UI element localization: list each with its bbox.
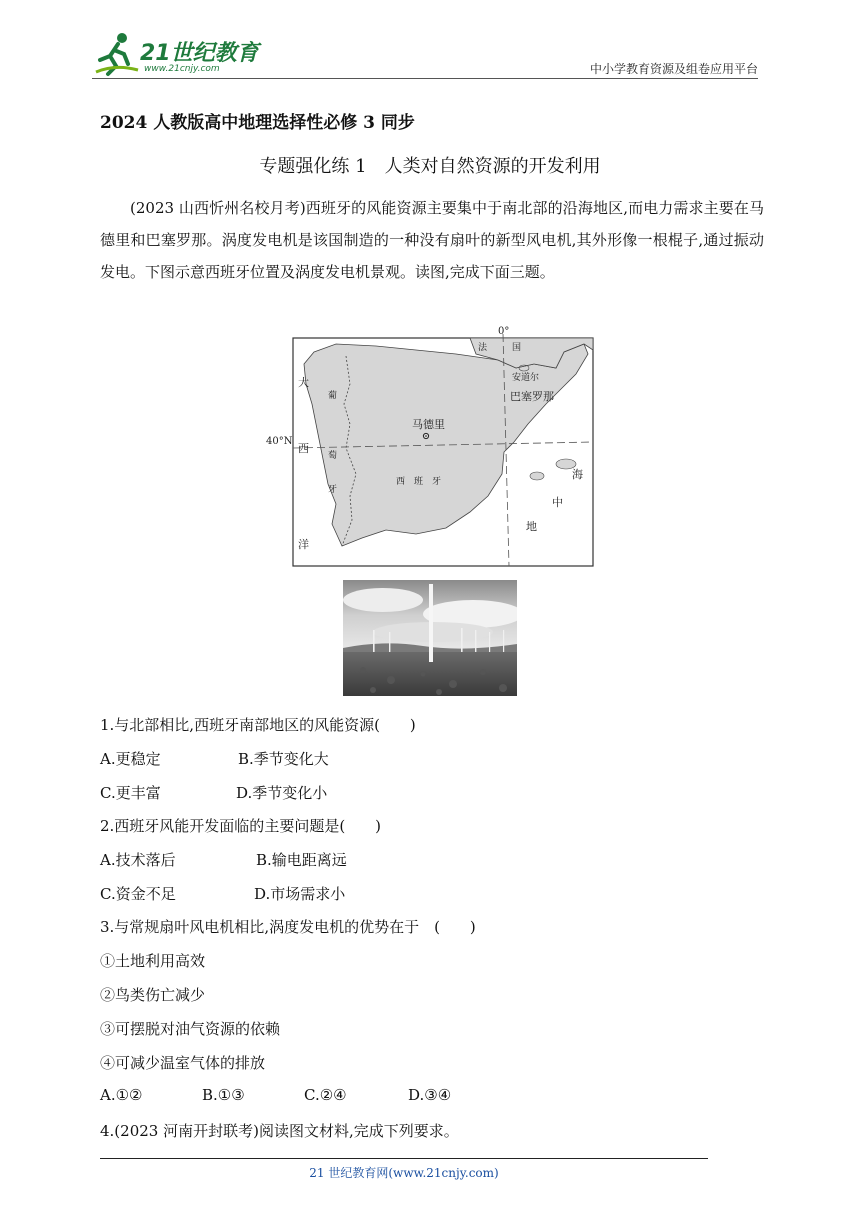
logo-url: www.21cnjy.com [144,64,220,74]
portugal-label-1: 葡 [328,391,338,401]
q3-option-a: A.①② [100,1086,143,1104]
logo-text: 21世纪教育 [140,41,259,66]
platform-name: 中小学教育资源及组卷应用平台 [589,62,758,76]
page-header [92,30,758,80]
q3-item-1: ①土地利用高效 [100,952,206,970]
q1-option-d: D.季节变化小 [236,784,328,802]
runner-icon [92,30,140,78]
spain-label: 西 班 牙 [396,477,442,487]
med-label-1: 海 [572,468,583,481]
q3-item-2: ②鸟类伤亡减少 [100,986,206,1004]
q1-option-b: B.季节变化大 [238,750,329,768]
andorra-label: 安道尔 [512,373,540,383]
portugal-label-3: 牙 [328,485,338,495]
q3-item-3: ③可摆脱对油气资源的依赖 [100,1020,281,1038]
q3-option-c: C.②④ [304,1086,347,1104]
q2-option-a: A.技术落后 [100,851,176,869]
atlantic-label-2: 西 [298,442,309,455]
vortex-turbine-photo [343,580,517,696]
header-divider [92,78,758,79]
q2-option-b: B.输电距离远 [256,851,347,869]
portugal-label-2: 萄 [328,451,338,461]
q2-option-d: D.市场需求小 [254,885,346,903]
q3-option-b: B.①③ [202,1086,245,1104]
course-subtitle: 2024 人教版高中地理选择性必修 3 同步 [100,113,415,133]
atlantic-label-3: 洋 [298,538,309,551]
question-4-stem: 4.(2023 河南开封联考)阅读图文材料,完成下列要求。 [100,1122,459,1140]
spain-location-map [266,324,596,568]
q1-option-c: C.更丰富 [100,784,161,802]
barcelona-label: 巴塞罗那 [510,390,554,403]
footer-divider [100,1158,708,1159]
med-label-3: 地 [526,520,537,533]
footer-link[interactable]: 21 世纪教育网(www.21cnjy.com) [309,1166,499,1180]
site-logo[interactable] [92,30,262,78]
france-label-2: 国 [512,343,522,353]
lat-label: 40°N [266,436,293,447]
atlantic-label-1: 大 [298,376,309,389]
madrid-label: 马德里 [412,418,445,431]
question-3-stem: 3.与常规扇叶风电机相比,涡度发电机的优势在于 ( ) [100,918,476,936]
exercise-title: 专题强化练 1 人类对自然资源的开发利用 [259,156,601,177]
france-label-1: 法 [478,343,488,353]
intro-paragraph: (2023 山西忻州名校月考)西班牙的风能资源主要集中于南北部的沿海地区,而电力需求主要在马德里和巴塞罗那。涡度发电机是该国制造的一种没有扇叶的新型风电机,其外形像一根棍子,通过振动发电。下图示意西班牙位置及涡度发电机景观。读图,完成下面三题。 [100,199,764,281]
question-1-stem: 1.与北部相比,西班牙南部地区的风能资源( ) [100,716,416,734]
q1-option-a: A.更稳定 [100,750,161,768]
q2-option-c: C.资金不足 [100,885,176,903]
q3-option-d: D.③④ [408,1086,452,1104]
question-2-stem: 2.西班牙风能开发面临的主要问题是( ) [100,817,382,835]
med-label-2: 中 [552,496,563,509]
lon-label: 0° [498,326,510,337]
q3-item-4: ④可减少温室气体的排放 [100,1054,266,1072]
